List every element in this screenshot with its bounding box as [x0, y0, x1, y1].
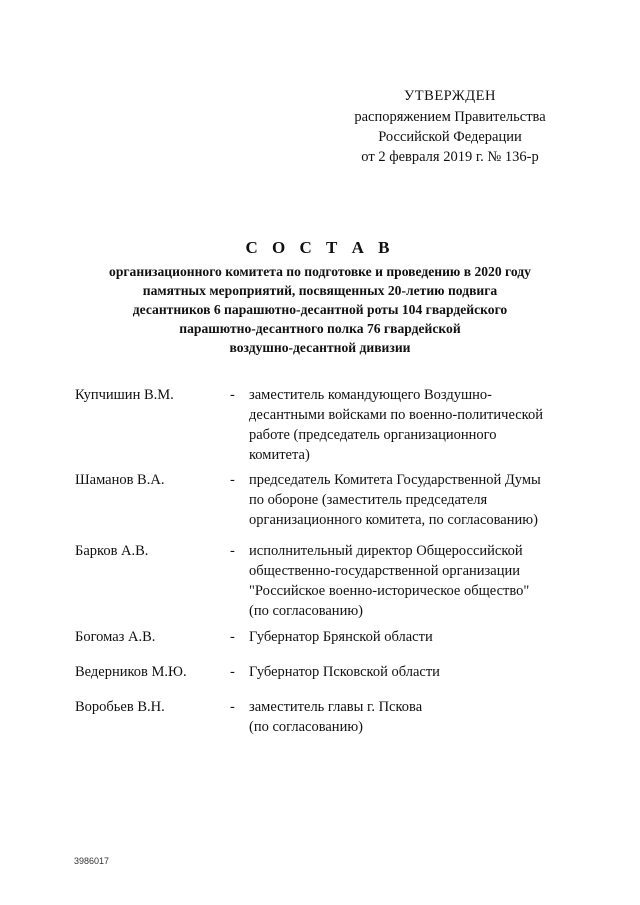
- member-role: [249, 697, 569, 737]
- role-line: председатель Комитета Государственной Думы: [249, 472, 541, 488]
- role-line: общественно-государственной организации: [249, 563, 520, 579]
- member-name: Купчишин В.М.: [75, 387, 174, 403]
- member-role: [249, 385, 569, 465]
- subtitle-line: организационного комитета по подготовке и проведению в 2020 году: [109, 264, 531, 279]
- approval-title: УТВЕРЖДЕН: [404, 88, 496, 104]
- member-name: Богомаз А.В.: [75, 629, 156, 645]
- role-line: организационного комитета, по согласованию): [249, 512, 538, 528]
- role-line: по обороне (заместитель председателя: [249, 492, 488, 508]
- approval-block: [330, 86, 570, 167]
- approval-line: Российской Федерации: [378, 129, 522, 145]
- member-role: [249, 627, 569, 647]
- role-line: заместитель главы г. Пскова: [249, 699, 423, 715]
- member-dash: -: [230, 472, 235, 488]
- member-dash: -: [230, 629, 235, 645]
- role-line: заместитель командующего Воздушно-: [249, 387, 493, 403]
- role-line: десантными войсками по военно-политической: [249, 407, 543, 423]
- subtitle-line: памятных мероприятий, посвященных 20-летию подвига: [142, 283, 498, 298]
- role-line: (по согласованию): [249, 719, 363, 735]
- document-heading: С О С Т А В: [245, 238, 395, 257]
- role-line: комитета): [249, 447, 310, 463]
- role-line: работе (председатель организационного: [249, 427, 497, 443]
- subtitle-line: парашютно-десантного полка 76 гвардейской: [179, 321, 461, 336]
- subtitle-line: десантников 6 парашютно-десантной роты 104 гвардейского: [132, 302, 508, 317]
- role-line: Губернатор Псковской области: [249, 664, 440, 680]
- member-dash: -: [230, 664, 235, 680]
- document-number: 3986017: [74, 856, 110, 866]
- role-line: Губернатор Брянской области: [249, 629, 433, 645]
- subtitle-line: воздушно-десантной дивизии: [229, 340, 411, 355]
- member-role: [249, 470, 569, 530]
- member-dash: -: [230, 543, 235, 559]
- member-name: Барков А.В.: [75, 543, 149, 559]
- role-line: (по согласованию): [249, 603, 363, 619]
- member-dash: -: [230, 387, 235, 403]
- document-title-block: [40, 236, 600, 357]
- member-dash: -: [230, 699, 235, 715]
- member-role: [249, 662, 569, 682]
- role-line: "Российское военно-историческое общество": [249, 583, 530, 599]
- approval-date-line: от 2 февраля 2019 г. № 136-р: [361, 149, 539, 165]
- member-name: Шаманов В.А.: [75, 472, 165, 488]
- approval-line: распоряжением Правительства: [354, 109, 546, 125]
- member-name: Ведерников М.Ю.: [75, 664, 187, 680]
- member-role: [249, 541, 569, 621]
- document-subtitle: [40, 262, 600, 357]
- member-name: Воробьев В.Н.: [75, 699, 165, 715]
- role-line: исполнительный директор Общероссийской: [249, 543, 523, 559]
